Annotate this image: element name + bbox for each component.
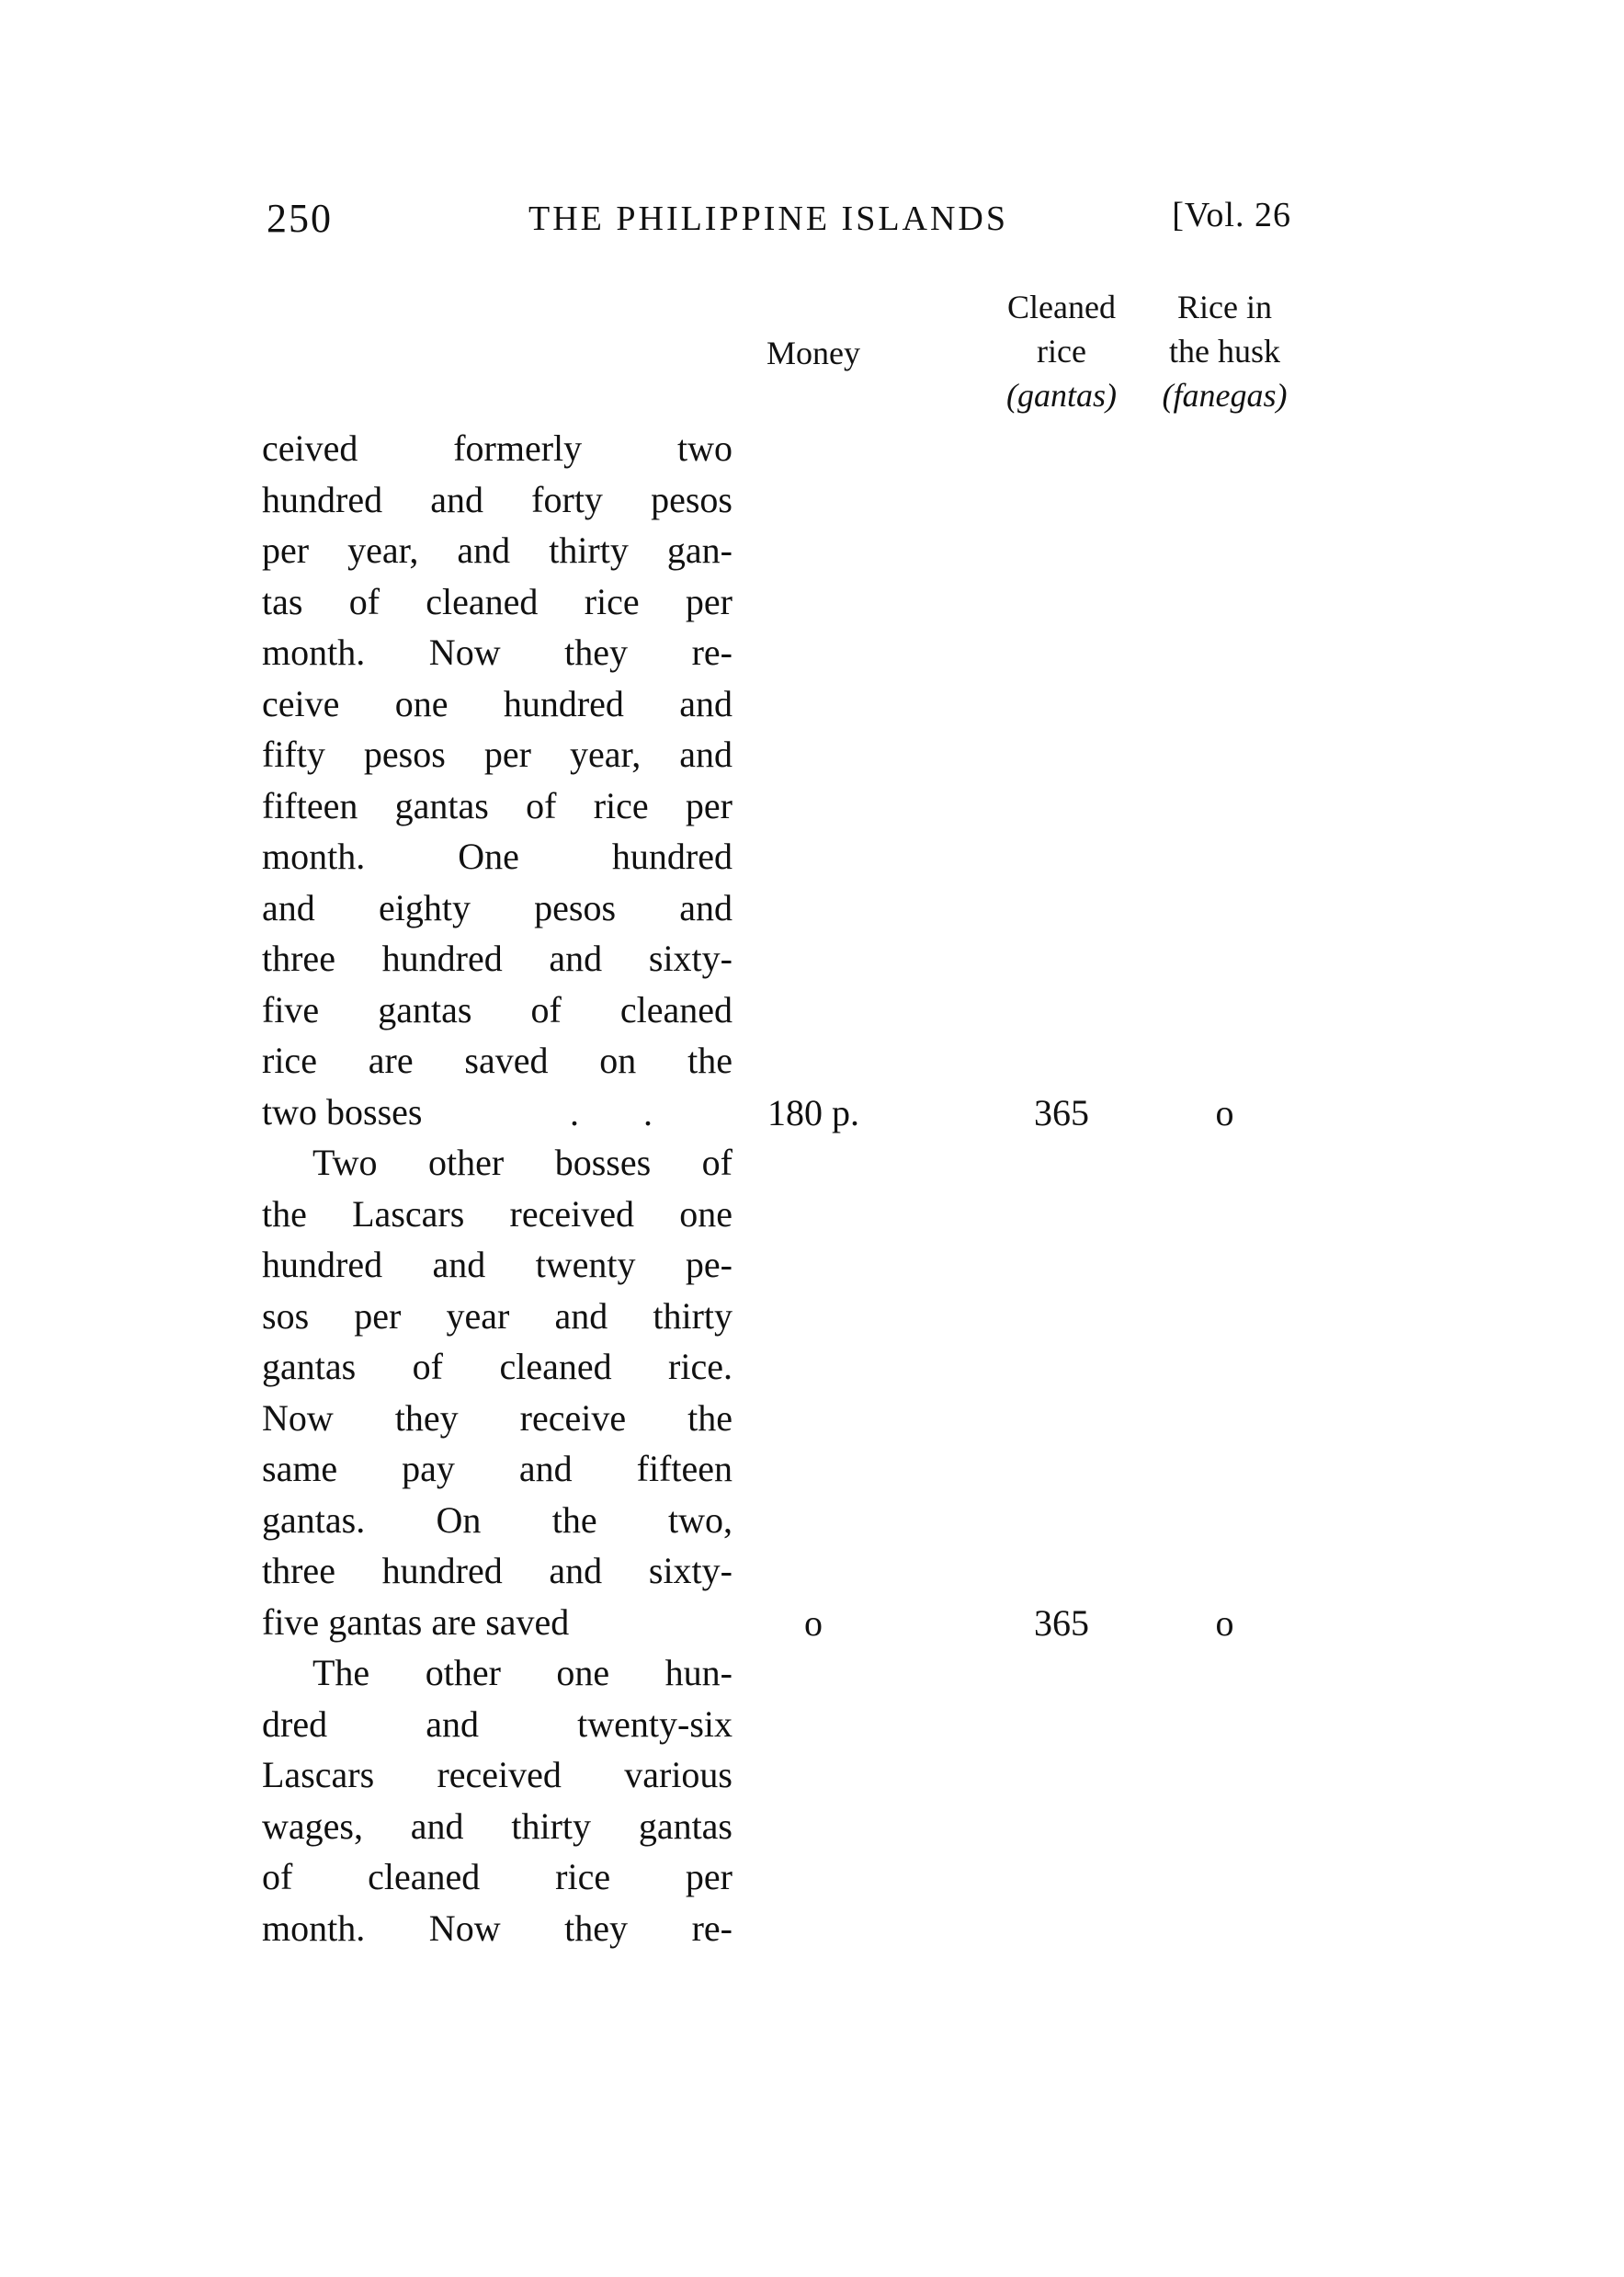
- text-line: The other one hun-: [312, 1652, 733, 1693]
- page-header: [267, 195, 1291, 250]
- text-line: tas of cleaned rice per: [262, 580, 733, 622]
- leader-dots: . .: [570, 1092, 680, 1133]
- husk-header-line1: Rice in: [1177, 289, 1272, 325]
- cleaned-header-unit: (gantas): [1006, 377, 1117, 414]
- running-title: THE PHILIPPINE ISLANDS: [528, 199, 1008, 238]
- text-line: Two other bosses of: [312, 1142, 733, 1183]
- text-line: sos per year and thirty: [262, 1294, 733, 1337]
- text-line: of cleaned rice per: [262, 1856, 733, 1897]
- text-line: same pay and fifteen: [262, 1448, 733, 1489]
- text-line: Now they receive the: [262, 1396, 733, 1439]
- text-line: month. Now they re-: [262, 1907, 733, 1949]
- column-header-rice-in-husk: [1126, 285, 1323, 417]
- text-line: gantas of cleaned rice.: [262, 1346, 733, 1387]
- row1-rice-in-husk: o: [1215, 1092, 1234, 1133]
- row1-cleaned-rice: 365: [1034, 1092, 1089, 1133]
- page-number: 250: [267, 196, 333, 241]
- body-text: [262, 423, 733, 1953]
- text-line: the Lascars received one: [262, 1192, 733, 1235]
- text-line: per year, and thirty gan-: [262, 529, 733, 571]
- text-line: rice are saved on the: [262, 1040, 733, 1081]
- row2-money: o: [804, 1602, 823, 1644]
- text-line: ceive one hundred and: [262, 682, 733, 724]
- money-header-label: Money: [767, 335, 860, 371]
- cleaned-header-line2: rice: [1037, 333, 1086, 370]
- text-line: wages, and thirty gantas: [262, 1805, 733, 1847]
- text-line: three hundred and sixty-: [262, 938, 733, 979]
- text-line: hundred and forty pesos: [262, 478, 733, 520]
- column-header-money: [735, 331, 891, 375]
- text-line: dred and twenty-six: [262, 1702, 733, 1745]
- volume-label: [Vol. 26: [1172, 196, 1291, 234]
- text-line: five gantas are saved: [262, 1600, 570, 1643]
- row1-money: 180 p.: [767, 1092, 859, 1133]
- text-line: month. One hundred: [262, 836, 733, 877]
- row2-rice-in-husk: o: [1215, 1602, 1234, 1644]
- text-line: hundred and twenty pe-: [262, 1244, 733, 1285]
- text-line: Lascars received various: [262, 1754, 733, 1795]
- husk-header-line2: the husk: [1169, 333, 1280, 370]
- cleaned-header-line1: Cleaned: [1007, 289, 1116, 325]
- text-line: fifty pesos per year, and: [262, 734, 733, 775]
- text-line: month. Now they re-: [262, 632, 733, 673]
- text-line: two bosses: [262, 1090, 423, 1133]
- text-line: gantas. On the two,: [262, 1498, 733, 1541]
- text-line: ceived formerly two: [262, 427, 733, 469]
- text-line: three hundred and sixty-: [262, 1550, 733, 1591]
- text-line: and eighty pesos and: [262, 886, 733, 928]
- text-line: five gantas of cleaned: [262, 988, 733, 1030]
- husk-header-unit: (fanegas): [1162, 377, 1288, 414]
- text-line: fifteen gantas of rice per: [262, 784, 733, 826]
- row2-cleaned-rice: 365: [1034, 1602, 1089, 1644]
